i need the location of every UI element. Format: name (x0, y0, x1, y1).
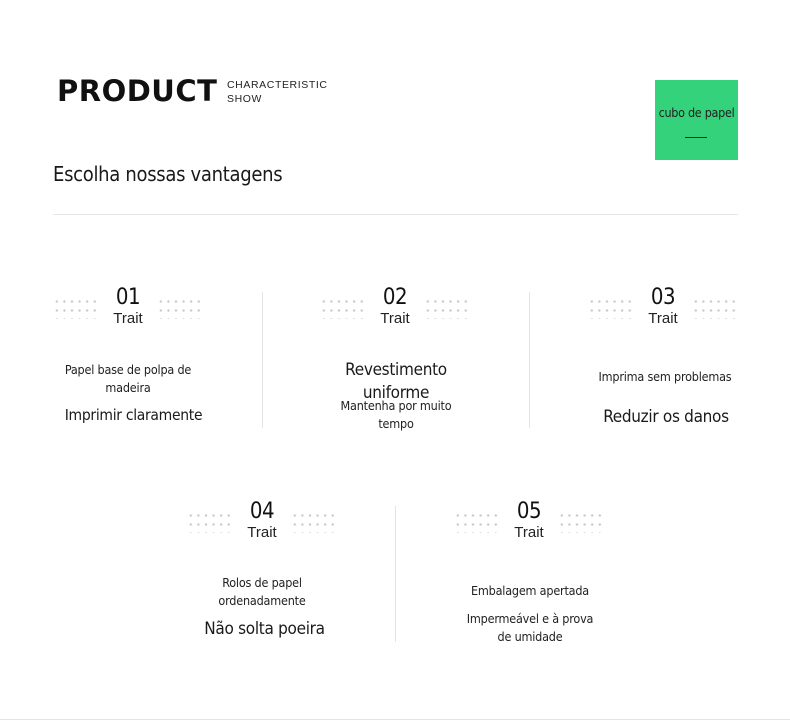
bottom-divider (0, 719, 790, 720)
trait-02-feature: Revestimento uniforme (345, 360, 447, 403)
category-tag (655, 80, 738, 160)
trait-04-feature: Rolos de papel ordenadamente (218, 575, 306, 608)
dot-pattern (558, 511, 604, 533)
subtitle-line-1: CHARACTERISTIC (227, 79, 328, 91)
category-tag-label: cubo de papel (658, 105, 735, 120)
trait-03-benefit: Reduzir os danos (603, 407, 729, 427)
section-heading: Escolha nossas vantagens (53, 162, 283, 186)
trait-header-03 (588, 285, 738, 331)
dot-pattern (157, 297, 203, 319)
trait-label: Trait (247, 524, 277, 541)
category-tag-underline (685, 137, 707, 138)
trait-number: 01 (115, 285, 141, 310)
trait-number: 03 (650, 285, 676, 310)
trait-header-04 (187, 499, 337, 545)
trait-05-benefit: Impermeável e à prova de umidade (466, 611, 594, 644)
product-title: PRODUCT (57, 74, 218, 108)
trait-number: 05 (516, 499, 542, 524)
trait-header-05 (454, 499, 604, 545)
trait-label: Trait (648, 310, 678, 327)
trait-01-benefit: Imprimir claramente (64, 406, 203, 424)
trait-label: Trait (514, 524, 544, 541)
subtitle-line-2: SHOW (227, 93, 263, 105)
trait-03-feature: Imprima sem problemas (598, 369, 732, 384)
trait-header-02 (320, 285, 470, 331)
trait-number: 04 (249, 499, 275, 524)
column-divider (262, 292, 263, 428)
dot-pattern (291, 511, 337, 533)
section-divider (53, 214, 738, 215)
trait-05-feature: Embalagem apertada (470, 583, 589, 598)
column-divider (529, 292, 530, 428)
trait-number: 02 (382, 285, 408, 310)
trait-01-feature: Papel base de polpa de madeira (64, 362, 192, 395)
subtitle (227, 78, 337, 106)
dot-pattern (424, 297, 470, 319)
column-divider (395, 506, 396, 642)
trait-label: Trait (380, 310, 410, 327)
trait-label: Trait (113, 310, 143, 327)
trait-04-benefit: Não solta poeira (204, 619, 325, 639)
trait-02-benefit: Mantenha por muito tempo (340, 398, 452, 431)
dot-pattern (692, 297, 738, 319)
trait-header-01 (53, 285, 203, 331)
